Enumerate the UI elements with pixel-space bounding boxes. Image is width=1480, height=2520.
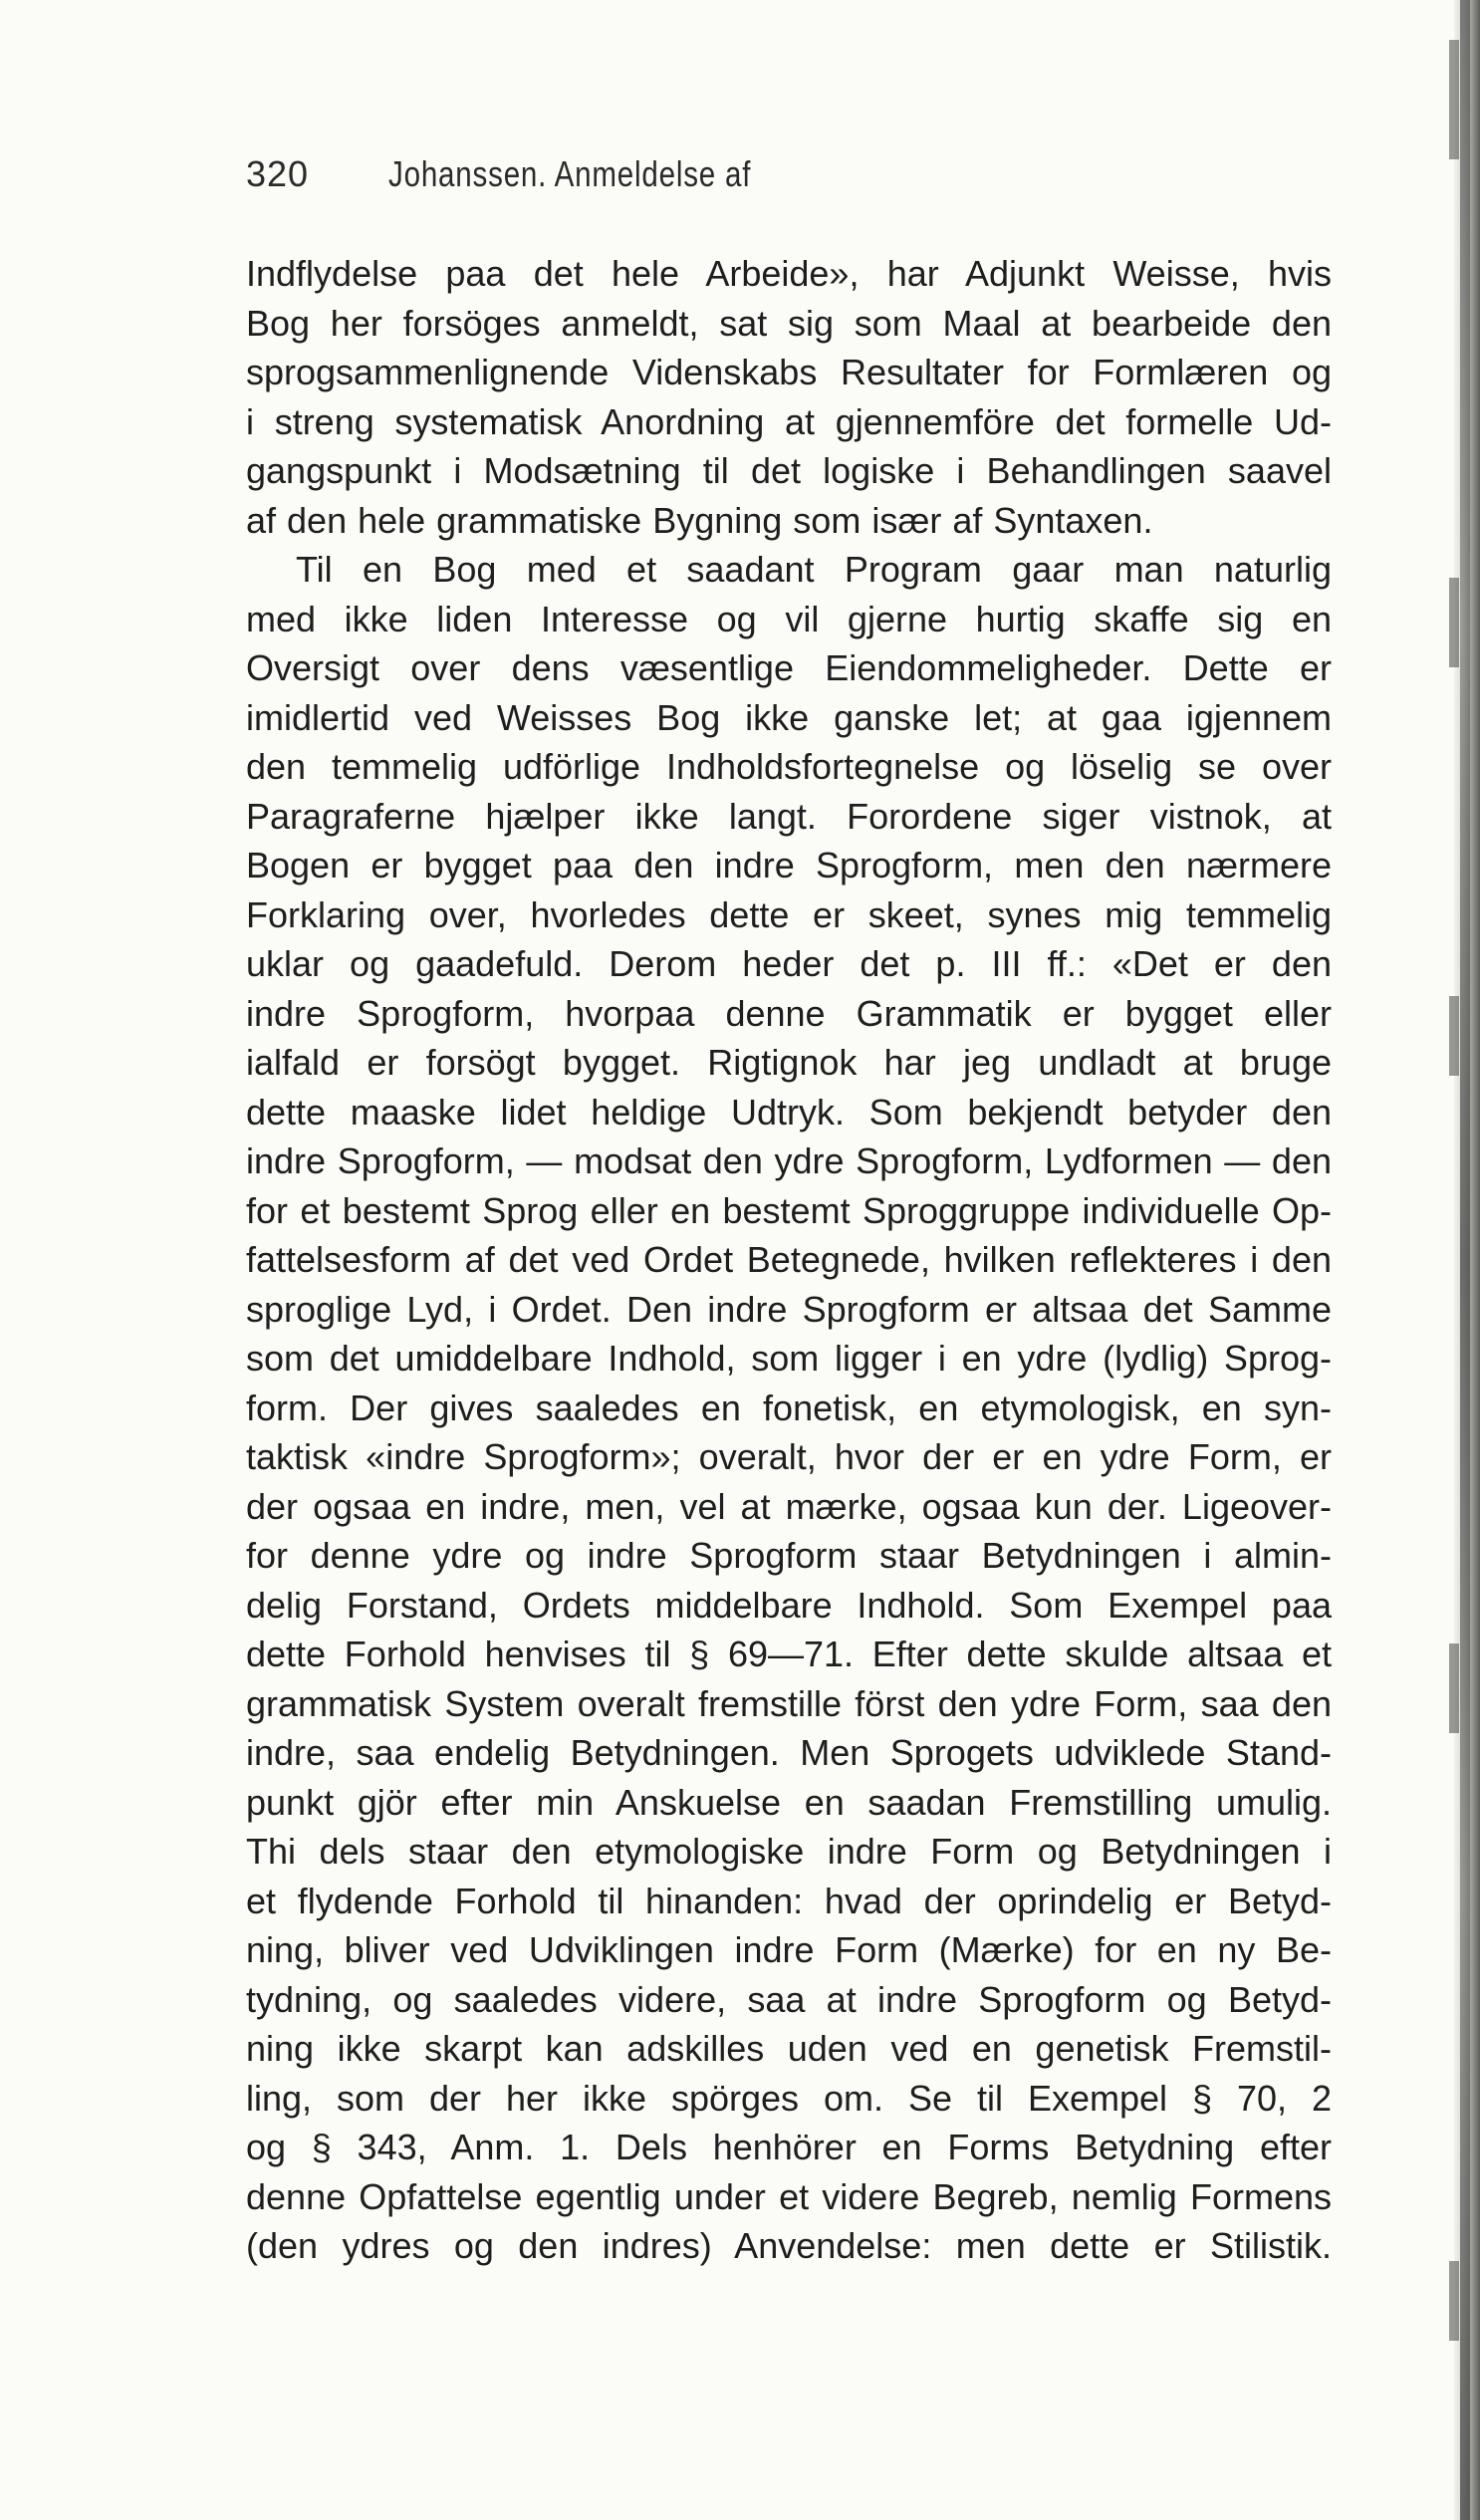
page-edge-shadow (1460, 0, 1470, 2520)
text-line: Bogen er bygget paa den indre Sprogform, men den nærmere (246, 845, 1332, 885)
text-line: dette maaske lidet heldige Udtryk. Som bekjendt betyder den (246, 1091, 1332, 1133)
edge-mark (1449, 40, 1459, 159)
text-line: Oversigt over dens væsentlige Eiendommeligheder. Dette er (246, 647, 1332, 688)
text-line: den temmelig udförlige Indholdsfortegnelse og löselig se over (246, 746, 1332, 787)
running-title: Johanssen. Anmeldelse af (388, 153, 752, 194)
text-line: punkt gjör efter min Anskuelse en saadan Fremstilling umulig. (246, 1781, 1332, 1823)
running-header (246, 149, 1342, 199)
edge-mark (1449, 1643, 1459, 1733)
text-line: Forklaring over, hvorledes dette er skeet, synes mig temmelig (246, 893, 1332, 935)
body-text (246, 249, 1332, 2271)
text-line: (den ydres og den indres) Anvendelse: men dette er Stilistik. (246, 2225, 1332, 2266)
text-line: dette Forhold henvises til § 69—71. Efter dette skulde altsaa et (246, 1634, 1332, 1674)
text-line: ning, bliver ved Udviklingen indre Form (Mærke) for en ny Be- (246, 1929, 1332, 1970)
text-line: indre Sprogform, — modsat den ydre Sprogform, Lydformen — den (246, 1140, 1332, 1181)
text-line: som det umiddelbare Indhold, som ligger i en ydre (lydlig) Sprog- (246, 1338, 1332, 1379)
edge-mark (1449, 996, 1459, 1076)
text-line: tydning, og saaledes videre, saa at indre Sprogform og Betyd- (246, 1978, 1332, 2020)
text-line: grammatisk System overalt fremstille först den ydre Form, saa den (246, 1682, 1332, 1724)
text-line: indre Sprogform, hvorpaa denne Grammatik er bygget eller (246, 992, 1332, 1034)
edge-mark (1449, 2261, 1459, 2341)
text-line: Indflydelse paa det hele Arbeide», har Adjunkt Weisse, hvis (246, 253, 1332, 294)
text-line: der ogsaa en indre, men, vel at mærke, ogsaa kun der. Ligeover- (246, 1485, 1332, 1527)
text-line: uklar og gaadefuld. Derom heder det p. III ff.: «Det er den (246, 943, 1332, 984)
text-line: Thi dels staar den etymologiske indre Form og Betydningen i (246, 1831, 1332, 1872)
text-line: delig Forstand, Ordets middelbare Indhold. Som Exempel paa (246, 1584, 1332, 1626)
text-line: sprogsammenlignende Videnskabs Resultater for Formlæren og (246, 352, 1332, 392)
text-line: ning ikke skarpt kan adskilles uden ved en genetisk Fremstil- (246, 2028, 1332, 2069)
edge-mark (1449, 578, 1459, 667)
text-line: Paragraferne hjælper ikke langt. Forordene siger vistnok, at (246, 795, 1332, 837)
page-number: 320 (246, 153, 310, 194)
text-line: og § 343, Anm. 1. Dels henhörer en Forms Betydning efter (246, 2127, 1332, 2167)
text-line: Til en Bog med et saadant Program gaar man naturlig (296, 549, 1332, 590)
text-line: imidlertid ved Weisses Bog ikke ganske let; at gaa igjennem (246, 696, 1332, 738)
text-line: i streng systematisk Anordning at gjennemföre det formelle Ud- (246, 400, 1332, 442)
text-line: denne Opfattelse egentlig under et videre Begreb, nemlig Formens (246, 2175, 1332, 2217)
text-line: for denne ydre og indre Sprogform staar Betydningen i almin- (246, 1535, 1332, 1576)
text-line: form. Der gives saaledes en fonetisk, en etymologisk, en syn- (246, 1386, 1332, 1428)
text-line: med ikke liden Interesse og vil gjerne hurtig skaffe sig en (246, 598, 1332, 639)
text-line: Bog her forsöges anmeldt, sat sig som Maal at bearbeide den (246, 302, 1332, 344)
text-line: gangspunkt i Modsætning til det logiske i Behandlingen saavel (246, 450, 1332, 491)
text-line: ling, som der her ikke spörges om. Se til Exempel § 70, 2 (246, 2077, 1332, 2119)
text-line: fattelsesform af det ved Ordet Betegnede, hvilken reflekteres i den (246, 1239, 1332, 1280)
text-line: for et bestemt Sprog eller en bestemt Sproggruppe individuelle Op- (246, 1189, 1332, 1231)
text-line: indre, saa endelig Betydningen. Men Sprogets udviklede Stand- (246, 1732, 1332, 1773)
text-line: sproglige Lyd, i Ordet. Den indre Sprogform er altsaa det Samme (246, 1288, 1332, 1330)
text-line: af den hele grammatiske Bygning som især af Syntaxen. (246, 499, 1153, 541)
text-line: taktisk «indre Sprogform»; overalt, hvor der er en ydre Form, er (246, 1436, 1332, 1477)
text-line: et flydende Forhold til hinanden: hvad der oprindelig er Betyd- (246, 1880, 1332, 1921)
text-line: ialfald er forsögt bygget. Rigtignok har jeg undladt at bruge (246, 1042, 1332, 1083)
